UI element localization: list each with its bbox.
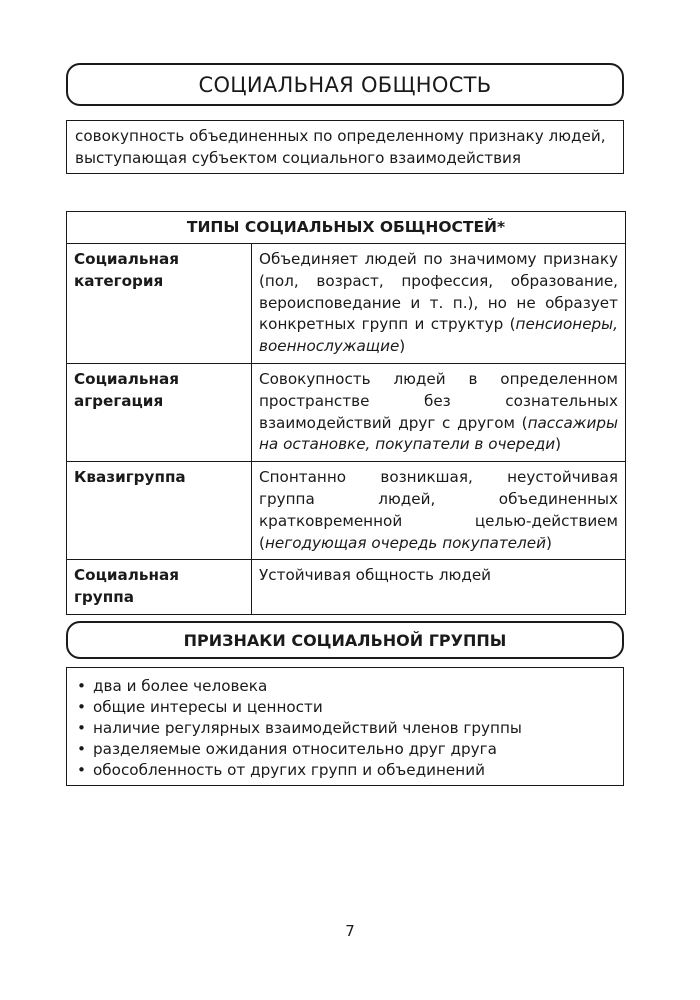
definition-box bbox=[66, 120, 624, 174]
list-item: • два и более человека bbox=[77, 676, 613, 697]
description-end: ) bbox=[545, 533, 552, 552]
term-line: Социальная bbox=[74, 369, 179, 388]
description-example: пассажиры на остановке, покупатели в очереди bbox=[259, 413, 618, 454]
list-item: • общие интересы и ценности bbox=[77, 697, 613, 718]
description-text: Объединяет людей по значимому признаку (пол, возраст, профессия, образование, вероисповедание и т. п.), но не образует конкретных групп и структур ( bbox=[259, 250, 618, 334]
description-cell bbox=[252, 462, 626, 560]
features-title-text: ПРИЗНАКИ СОЦИАЛЬНОЙ ГРУППЫ bbox=[183, 630, 507, 650]
term-cell bbox=[67, 244, 252, 364]
description-example: негодующая очередь покупателей bbox=[264, 533, 546, 552]
features-box bbox=[66, 667, 624, 786]
table-row bbox=[67, 363, 626, 461]
term-line: Социальная bbox=[74, 250, 179, 268]
description-text: Устойчивая общность людей bbox=[259, 566, 492, 585]
term-cell bbox=[67, 363, 252, 461]
table-row bbox=[67, 560, 626, 615]
definition-line-2: выступающая субъектом социального взаимодействия bbox=[75, 148, 522, 167]
description-text: Совокупность людей в определенном пространстве без сознательных взаимодействий друг с другом ( bbox=[259, 369, 618, 432]
page-number: 7 bbox=[345, 922, 355, 940]
features-title bbox=[66, 621, 624, 659]
description-end: ) bbox=[555, 435, 562, 454]
types-table-header-row bbox=[67, 212, 626, 244]
description-cell bbox=[252, 560, 626, 615]
list-item: • обособленность от других групп и объединений bbox=[77, 760, 613, 781]
term-line: Квазигруппа bbox=[74, 468, 186, 487]
description-text: Спонтанно возникшая, неустойчивая группа людей, объединенных кратковременной целью-действием ( bbox=[259, 468, 618, 552]
page-title-text: СОЦИАЛЬНАЯ ОБЩНОСТЬ bbox=[198, 72, 492, 97]
list-item: • наличие регулярных взаимодействий членов группы bbox=[77, 718, 613, 739]
types-table bbox=[66, 211, 626, 615]
table-row bbox=[67, 462, 626, 560]
definition-line-1: совокупность объединенных по определенному признаку людей, bbox=[75, 127, 606, 145]
description-cell bbox=[252, 244, 626, 364]
features-list bbox=[77, 676, 613, 781]
page-title bbox=[66, 63, 624, 106]
description-example: пенсионеры, военнослужащие bbox=[259, 315, 618, 356]
description-end: ) bbox=[399, 337, 406, 356]
types-table-title: ТИПЫ СОЦИАЛЬНЫХ ОБЩНОСТЕЙ* bbox=[67, 212, 626, 244]
description-cell bbox=[252, 363, 626, 461]
term-line: агрегация bbox=[74, 391, 164, 410]
term-line: категория bbox=[74, 271, 164, 290]
term-cell bbox=[67, 462, 252, 560]
list-item: • разделяемые ожидания относительно друг друга bbox=[77, 739, 613, 760]
term-cell bbox=[67, 560, 252, 615]
term-line: Социальная группа bbox=[74, 566, 179, 607]
table-row bbox=[67, 244, 626, 364]
